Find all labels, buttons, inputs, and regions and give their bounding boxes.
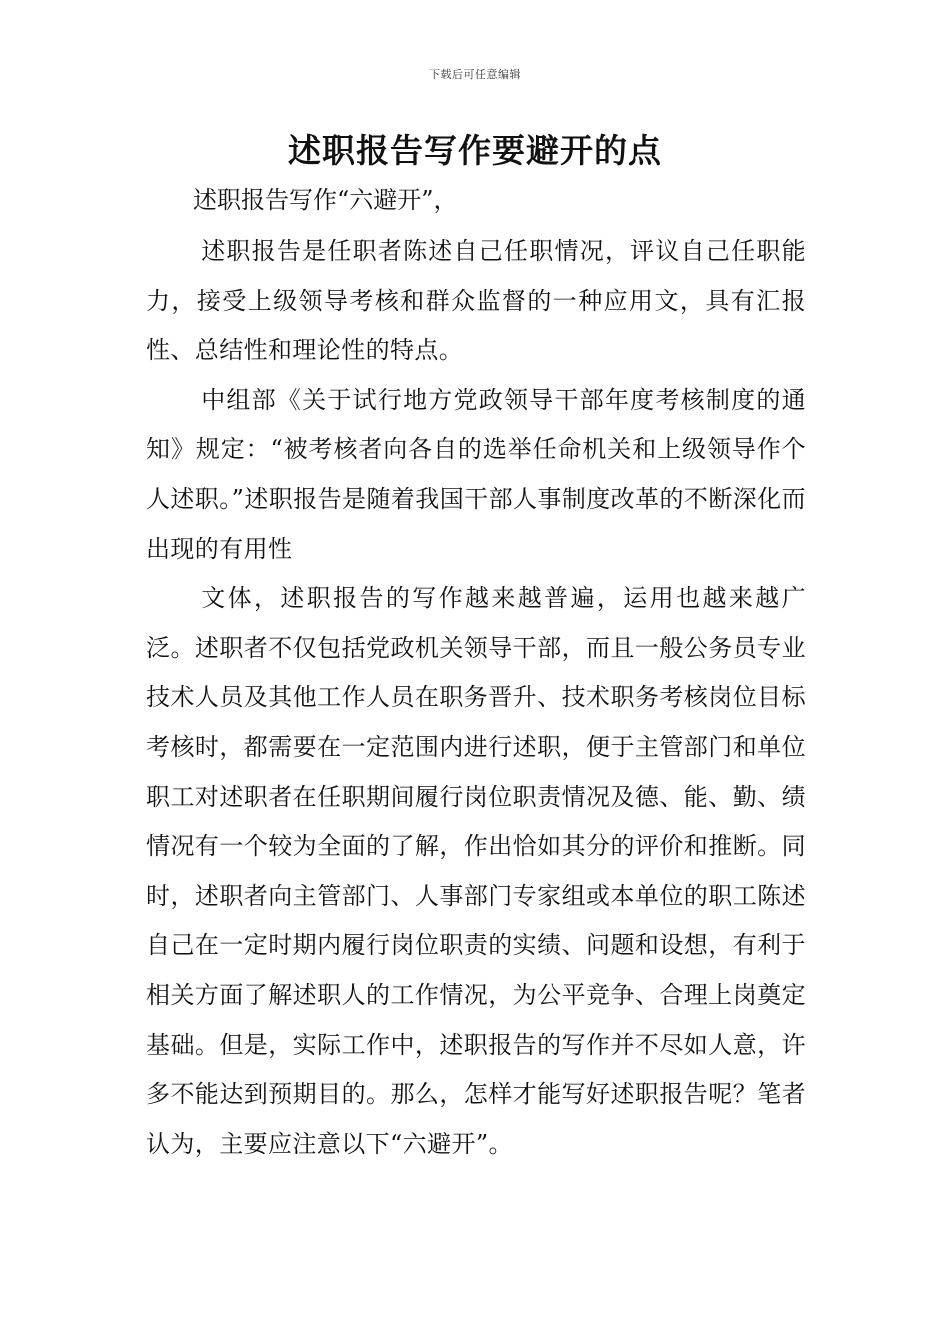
header-note: 下载后可任意编辑 (429, 68, 521, 81)
paragraph-definition: 述职报告是任职者陈述自己任职情况，评议自己任职能力，接受上级领导考核和群众监督的一种应用文，具有汇报性、总结性和理论性的特点。 (146, 237, 806, 365)
paragraph-usage: 文体，述职报告的写作越来越普遍，运用也越来越广泛。述职者不仅包括党政机关领导干部，而且一般公务员专业技术人员及其他工作人员在职务晋升、技术职务考核岗位目标考核时，都需要在一定范围内进行述职，便于主管部门和单位职工对述职者在任职期间履行岗位职责情况及德、能、勤、绩情况有一个较为全面的了解，作出恰如其分的评价和推断。同时，述职者向主管部门、人事部门专家组或本单位的职工陈述自己在一定时期内履行岗位职责的实绩、问题和设想，有利于相关方面了解述职人的工作情况，为公平竞争、合理上岗奠定基础。但是，实际工作中，述职报告的写作并不尽如人意，许多不能达到预期目的。那么，怎样才能写好述职报告呢？笔者认为，主要应注意以下“六避开”。 (146, 584, 806, 1158)
document-body (146, 227, 806, 1169)
paragraph-regulation: 中组部《关于试行地方党政领导干部年度考核制度的通知》规定：“被考核者向各自的选举任命机关和上级领导作个人述职。”述职报告是随着我国干部人事制度改革的不断深化而出现的有用性 (146, 385, 806, 563)
document-title: 述职报告写作要避开的点 (288, 131, 662, 170)
intro-line: 述职报告写作“六避开”， (193, 186, 458, 214)
